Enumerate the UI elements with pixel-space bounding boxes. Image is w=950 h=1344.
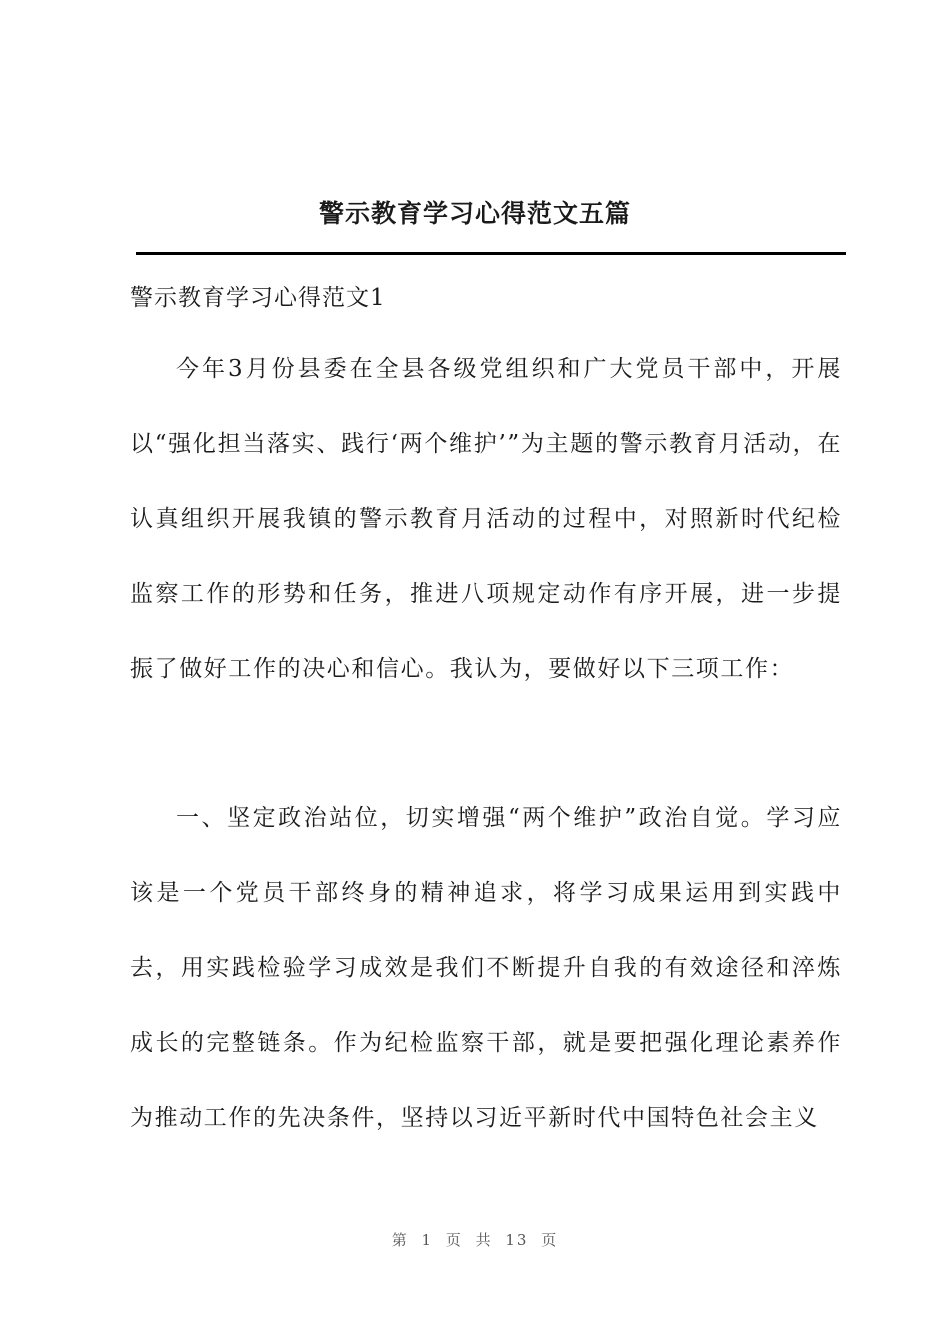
title-divider <box>136 252 846 255</box>
page-title: 警示教育学习心得范文五篇 <box>318 199 631 228</box>
section-heading: 警示教育学习心得范文1 <box>130 285 386 311</box>
body-paragraph-2: 一、坚定政治站位，切实增强“两个维护”政治自觉。学习应该是一个党员干部终身的精神追求，将学习成果运用到实践中去，用实践检验学习成效是我们不断提升自我的有效途径和淬炼成长的完整链条。作为纪检监察干部，就是要把强化理论素养作为推动工作的先决条件，坚持以习近平新时代中国特色社会主义 <box>130 805 842 1131</box>
body-paragraph-1: 今年3月份县委在全县各级党组织和广大党员干部中，开展以“强化担当落实、践行‘两个维护’”为主题的警示教育月活动，在认真组织开展我镇的警示教育月活动的过程中，对照新时代纪检监察工作的形势和任务，推进八项规定动作有序开展，进一步提振了做好工作的决心和信心。我认为，要做好以下三项工作： <box>130 356 842 682</box>
page-number-footer: 第 1 页 共 13 页 <box>391 1231 559 1249</box>
